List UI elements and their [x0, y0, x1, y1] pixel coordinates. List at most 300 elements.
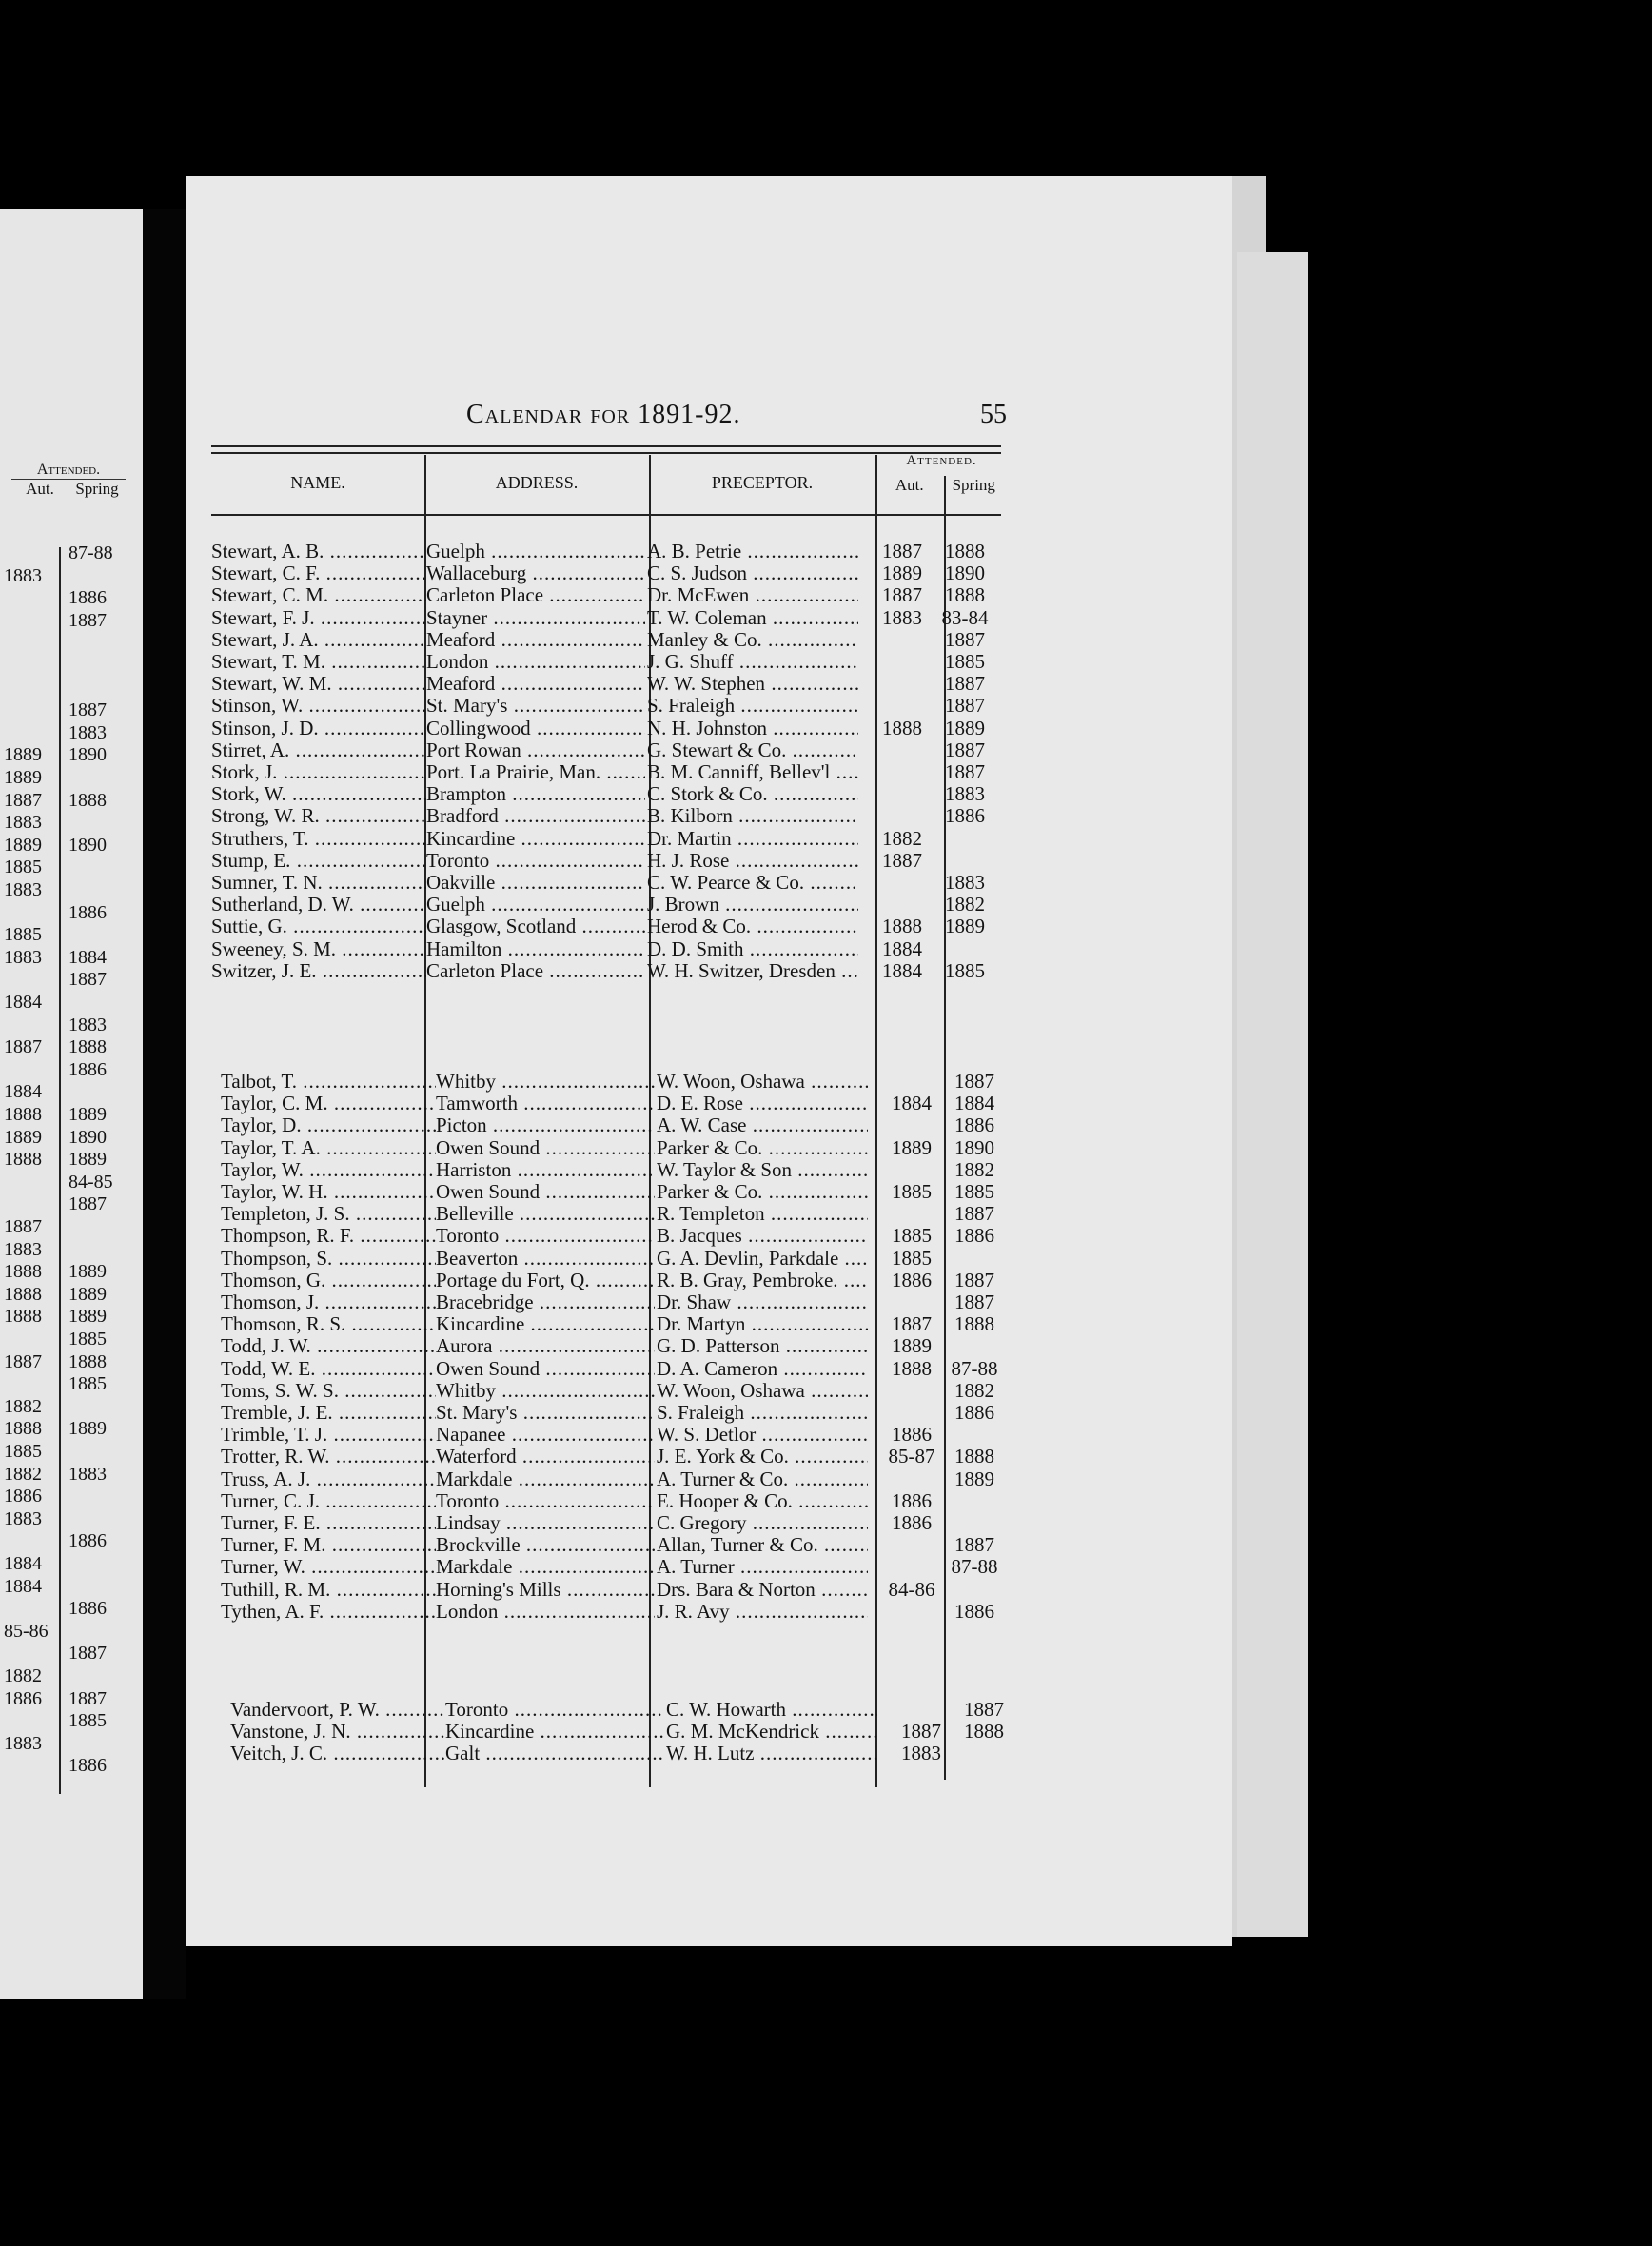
preceptor-cell: Dr. Martin ..... [647, 828, 858, 850]
preceptor-cell: Dr. McEwen ..... [647, 584, 858, 606]
name-cell: Taylor, W. H. ..... [221, 1181, 436, 1203]
aut-cell: 1888 [892, 1357, 932, 1380]
left-spring-cell: 1885 [69, 1710, 107, 1732]
address-cell: Owen Sound ..... [436, 1137, 655, 1159]
preceptor-cell: G. A. Devlin, Parkdale ..... [657, 1248, 868, 1270]
address-cell: Owen Sound ..... [436, 1181, 655, 1203]
name-cell: Thompson, S. ..... [221, 1248, 436, 1270]
aut-cell: 1888 [882, 916, 922, 938]
preceptor-cell: S. Fraleigh ..... [647, 695, 858, 717]
spring-cell: 1887 [945, 673, 985, 696]
spring-cell: 1886 [954, 1114, 994, 1137]
spring-cell: 1889 [945, 916, 985, 938]
left-aut-cell: 1885 [4, 857, 42, 878]
address-cell: Whitby ..... [436, 1071, 655, 1093]
left-page-row [0, 1621, 128, 1642]
address-cell: Toronto ..... [436, 1490, 655, 1512]
left-aut-cell: 1889 [4, 1126, 42, 1148]
aut-cell: 1886 [892, 1512, 932, 1534]
left-spring-cell: 1887 [69, 1687, 107, 1709]
spring-cell: 1887 [945, 739, 985, 761]
preceptor-cell: Allan, Turner & Co. ..... [657, 1534, 868, 1556]
left-aut-cell: 1882 [4, 1463, 42, 1485]
address-cell: Portage du Fort, Q. ..... [436, 1270, 655, 1291]
name-cell: Vanstone, J. N. ..... [230, 1721, 445, 1743]
left-page-row [0, 1553, 128, 1574]
name-cell: Stewart, T. M. ..... [211, 651, 426, 673]
left-page-row [0, 1081, 128, 1102]
left-aut-cell: 1883 [4, 812, 42, 834]
header-rule [211, 445, 1001, 447]
spring-cell: 1887 [954, 1269, 994, 1291]
aut-cell: 84-86 [888, 1578, 935, 1601]
left-spring-cell: 1889 [69, 1261, 107, 1283]
left-page-row [0, 1396, 128, 1417]
aut-cell: 1887 [882, 584, 922, 607]
name-cell: Templeton, J. S. ..... [221, 1203, 436, 1225]
left-aut-cell: 1884 [4, 1081, 42, 1103]
preceptor-cell: A. W. Case ..... [657, 1114, 868, 1136]
page-title: Calendar for 1891-92. [466, 400, 741, 429]
left-spring-cell: 1888 [69, 789, 107, 811]
left-spring-cell: 1887 [69, 1643, 107, 1665]
left-page-row [0, 1486, 128, 1507]
name-cell: Vandervoort, P. W. ..... [230, 1699, 445, 1721]
address-cell: Markdale ..... [436, 1468, 655, 1490]
left-aut-cell: 1889 [4, 834, 42, 856]
left-spring-cell: 1890 [69, 1126, 107, 1148]
left-spring-cell: 1886 [69, 1755, 107, 1777]
aut-cell: 1884 [882, 937, 922, 960]
name-cell: Veitch, J. C. ..... [230, 1743, 445, 1764]
left-spring-cell: 1887 [69, 609, 107, 631]
address-cell: Harriston ..... [436, 1159, 655, 1181]
left-aut-cell: 1888 [4, 1261, 42, 1283]
left-page-row [0, 542, 128, 563]
left-page-row [0, 699, 128, 720]
left-page-row [0, 879, 128, 900]
left-spring-cell: 1889 [69, 1418, 107, 1440]
address-cell: Belleville ..... [436, 1203, 655, 1225]
address-cell: Wallaceburg ..... [426, 562, 645, 584]
left-column-rule [59, 547, 61, 1794]
left-spring-cell: 1887 [69, 969, 107, 991]
address-cell: Waterford ..... [436, 1446, 655, 1468]
name-cell: Stork, J. ..... [211, 761, 426, 783]
left-aut-cell: 1882 [4, 1395, 42, 1417]
name-cell: Stewart, C. M. ..... [211, 584, 426, 606]
left-page-row [0, 1329, 128, 1350]
spring-cell: 1890 [945, 562, 985, 585]
left-page-row [0, 1239, 128, 1260]
left-aut-cell: 1884 [4, 1575, 42, 1597]
preceptor-cell: Dr. Shaw ..... [657, 1291, 868, 1313]
page-number: 55 [980, 400, 1007, 429]
address-cell: Whitby ..... [436, 1380, 655, 1402]
address-cell: Brockville ..... [436, 1534, 655, 1556]
preceptor-cell: W. Taylor & Son ..... [657, 1159, 868, 1181]
name-cell: Todd, W. E. ..... [221, 1358, 436, 1380]
left-spring-cell: 1883 [69, 721, 107, 743]
left-page-row [0, 565, 128, 586]
preceptor-cell: Parker & Co. ..... [657, 1181, 868, 1203]
left-page-row [0, 1261, 128, 1282]
left-aut-cell: 1887 [4, 1216, 42, 1237]
address-cell: Guelph ..... [426, 894, 645, 916]
left-page-row [0, 790, 128, 811]
spring-cell: 1883 [945, 783, 985, 806]
page [186, 176, 1232, 1946]
name-cell: Thomson, R. S. ..... [221, 1313, 436, 1335]
address-cell: London ..... [436, 1601, 655, 1623]
address-cell: Brampton ..... [426, 783, 645, 805]
address-cell: Toronto ..... [436, 1225, 655, 1247]
name-cell: Toms, S. W. S. ..... [221, 1380, 436, 1402]
left-aut-cell: 1883 [4, 879, 42, 900]
left-aut-cell: 1885 [4, 1441, 42, 1462]
left-aut-cell: 1883 [4, 564, 42, 586]
address-cell: Meaford ..... [426, 629, 645, 651]
preceptor-cell: W. H. Switzer, Dresden ..... [647, 960, 858, 982]
name-cell: Turner, C. J. ..... [221, 1490, 436, 1512]
name-cell: Stewart, W. M. ..... [211, 673, 426, 695]
name-cell: Thompson, R. F. ..... [221, 1225, 436, 1247]
aut-cell: 1883 [901, 1743, 941, 1765]
preceptor-cell: W. Woon, Oshawa ..... [657, 1071, 868, 1093]
left-page-row [0, 1036, 128, 1057]
left-page-row [0, 812, 128, 833]
name-cell: Stork, W. ..... [211, 783, 426, 805]
left-aut-cell: 1887 [4, 789, 42, 811]
name-cell: Truss, A. J. ..... [221, 1468, 436, 1490]
left-spring-cell: 1889 [69, 1306, 107, 1328]
left-aut-cell: 1883 [4, 1732, 42, 1754]
aut-cell: 1889 [882, 562, 922, 585]
name-cell: Tremble, J. E. ..... [221, 1402, 436, 1424]
aut-cell: 1887 [901, 1721, 941, 1744]
left-page-row [0, 1643, 128, 1664]
name-cell: Taylor, T. A. ..... [221, 1137, 436, 1159]
left-page-row [0, 1015, 128, 1035]
preceptor-cell: A. Turner ..... [657, 1556, 868, 1578]
spring-cell: 87-88 [951, 1357, 998, 1380]
address-cell: Oakville ..... [426, 872, 645, 894]
spring-cell: 1887 [954, 1291, 994, 1313]
left-page-row [0, 1441, 128, 1462]
name-cell: Stewart, A. B. ..... [211, 541, 426, 562]
aut-cell: 1884 [882, 959, 922, 982]
preceptor-cell: T. W. Coleman ..... [647, 607, 858, 629]
left-page-row [0, 722, 128, 743]
address-cell: Port. La Prairie, Man. ..... [426, 761, 645, 783]
preceptor-cell: Parker & Co. ..... [657, 1137, 868, 1159]
name-cell: Stewart, C. F. ..... [211, 562, 426, 584]
name-cell: Stinson, W. ..... [211, 695, 426, 717]
left-spring-cell: 1887 [69, 1193, 107, 1215]
preceptor-cell: B. Jacques ..... [657, 1225, 868, 1247]
left-page-row [0, 1306, 128, 1327]
name-cell: Turner, W. ..... [221, 1556, 436, 1578]
aut-cell: 1887 [892, 1313, 932, 1336]
aut-cell: 1886 [892, 1269, 932, 1291]
left-page-row [0, 1576, 128, 1597]
preceptor-cell: C. W. Howarth ..... [666, 1699, 877, 1721]
aut-cell: 1889 [892, 1136, 932, 1159]
preceptor-cell: A. Turner & Co. ..... [657, 1468, 868, 1490]
spring-cell: 1888 [964, 1721, 1004, 1744]
aut-cell: 85-87 [888, 1446, 935, 1468]
left-attended-header: Attended. [11, 462, 126, 480]
name-cell: Todd, J. W. ..... [221, 1335, 436, 1357]
left-page-row [0, 857, 128, 877]
left-aut-cell: 1886 [4, 1486, 42, 1507]
left-spring-header: Spring [75, 480, 119, 498]
left-page-row [0, 610, 128, 631]
address-cell: Napanee ..... [436, 1424, 655, 1446]
preceptor-cell: D. D. Smith ..... [647, 938, 858, 960]
name-cell: Turner, F. E. ..... [221, 1512, 436, 1534]
address-cell: Toronto ..... [445, 1699, 664, 1721]
address-cell: St. Mary's ..... [436, 1402, 655, 1424]
preceptor-cell: C. W. Pearce & Co. ..... [647, 872, 858, 894]
address-cell: Lindsay ..... [436, 1512, 655, 1534]
name-cell: Stinson, J. D. ..... [211, 718, 426, 739]
spring-cell: 1888 [954, 1446, 994, 1468]
preceptor-cell: C. S. Judson ..... [647, 562, 858, 584]
spring-cell: 87-88 [951, 1556, 998, 1579]
left-page-row [0, 1216, 128, 1237]
left-page-row [0, 1508, 128, 1529]
left-page-row [0, 1530, 128, 1551]
attended-column-header: Attended. [906, 453, 977, 468]
address-cell: London ..... [426, 651, 645, 673]
left-spring-cell: 87-88 [69, 542, 113, 563]
spring-cell: 1890 [954, 1136, 994, 1159]
left-page-row [0, 1418, 128, 1439]
name-cell: Trotter, R. W. ..... [221, 1446, 436, 1468]
spring-cell: 1882 [954, 1379, 994, 1402]
left-spring-cell: 1886 [69, 1530, 107, 1552]
left-spring-cell: 1889 [69, 1283, 107, 1305]
address-cell: Galt ..... [445, 1743, 664, 1764]
preceptor-cell: C. Stork & Co. ..... [647, 783, 858, 805]
spring-cell: 1887 [964, 1699, 1004, 1721]
left-page-row [0, 655, 128, 676]
name-cell: Taylor, C. M. ..... [221, 1093, 436, 1114]
name-cell: Tuthill, R. M. ..... [221, 1579, 436, 1601]
left-spring-cell: 1886 [69, 1598, 107, 1620]
spring-cell: 1884 [954, 1093, 994, 1115]
left-page-row [0, 1059, 128, 1080]
preceptor-cell: Manley & Co. ..... [647, 629, 858, 651]
aut-cell: 1885 [892, 1247, 932, 1270]
spring-cell: 1889 [945, 717, 985, 739]
name-cell: Taylor, W. ..... [221, 1159, 436, 1181]
spring-cell: 1887 [945, 628, 985, 651]
left-page-row [0, 1710, 128, 1731]
spring-cell: 1888 [945, 584, 985, 607]
left-aut-cell: 1883 [4, 1507, 42, 1529]
name-cell: Tythen, A. F. ..... [221, 1601, 436, 1623]
name-cell: Talbot, T. ..... [221, 1071, 436, 1093]
left-page-row [0, 587, 128, 608]
left-aut-cell: 1887 [4, 1350, 42, 1372]
spring-cell: 1888 [954, 1313, 994, 1336]
left-page-row [0, 1127, 128, 1148]
spring-cell: 1886 [945, 805, 985, 828]
address-cell: Meaford ..... [426, 673, 645, 695]
preceptor-cell: B. Kilborn ..... [647, 805, 858, 827]
name-cell: Strong, W. R. ..... [211, 805, 426, 827]
left-spring-cell: 1885 [69, 1373, 107, 1395]
aut-cell: 1886 [892, 1489, 932, 1512]
left-spring-cell: 84-85 [69, 1171, 113, 1192]
name-cell: Taylor, D. ..... [221, 1114, 436, 1136]
left-spring-cell: 1889 [69, 1104, 107, 1125]
address-cell: Horning's Mills ..... [436, 1579, 655, 1601]
spring-cell: 1883 [945, 872, 985, 894]
left-aut-cell: 1883 [4, 1238, 42, 1260]
name-cell: Struthers, T. ..... [211, 828, 426, 850]
left-page-row [0, 835, 128, 856]
left-page-row [0, 947, 128, 968]
address-cell: Bracebridge ..... [436, 1291, 655, 1313]
preceptor-cell: W. H. Lutz ..... [666, 1743, 877, 1764]
preceptor-cell: W. Woon, Oshawa ..... [657, 1380, 868, 1402]
left-spring-cell: 1887 [69, 699, 107, 721]
left-aut-cell: 1883 [4, 946, 42, 968]
aut-cell: 1887 [882, 849, 922, 872]
left-page-row [0, 924, 128, 945]
left-page-row [0, 1464, 128, 1485]
preceptor-cell: G. Stewart & Co. ..... [647, 739, 858, 761]
preceptor-cell: A. B. Petrie ..... [647, 541, 858, 562]
left-page-row [0, 1351, 128, 1372]
left-page-row [0, 1688, 128, 1709]
address-column-header: ADDRESS. [495, 472, 579, 492]
left-aut-cell: 1884 [4, 992, 42, 1013]
left-spring-cell: 1890 [69, 834, 107, 856]
preceptor-cell: N. H. Johnston ..... [647, 718, 858, 739]
spring-cell: 1887 [954, 1071, 994, 1093]
address-cell: Carleton Place ..... [426, 584, 645, 606]
name-cell: Stewart, F. J. ..... [211, 607, 426, 629]
aut-cell: 1885 [892, 1181, 932, 1203]
address-cell: Tamworth ..... [436, 1093, 655, 1114]
left-spring-cell: 1886 [69, 901, 107, 923]
preceptor-cell: G. M. McKendrick ..... [666, 1721, 877, 1743]
preceptor-cell: C. Gregory ..... [657, 1512, 868, 1534]
left-aut-cell: 1889 [4, 767, 42, 788]
left-spring-cell: 1884 [69, 946, 107, 968]
left-aut-cell: 85-86 [4, 1620, 49, 1642]
aut-column-header: Aut. [895, 476, 924, 494]
name-column-header: NAME. [290, 472, 345, 492]
address-cell: Port Rowan ..... [426, 739, 645, 761]
preceptor-cell: W. W. Stephen ..... [647, 673, 858, 695]
preceptor-cell: Herod & Co. ..... [647, 916, 858, 937]
left-page-row [0, 1104, 128, 1125]
left-page-row [0, 678, 128, 699]
spring-cell: 1886 [954, 1402, 994, 1424]
spring-cell: 1886 [954, 1225, 994, 1248]
left-spring-cell: 1885 [69, 1329, 107, 1350]
preceptor-cell: E. Hooper & Co. ..... [657, 1490, 868, 1512]
spring-cell: 1885 [954, 1181, 994, 1203]
aut-cell: 1885 [892, 1225, 932, 1248]
address-cell: Kincardine ..... [436, 1313, 655, 1335]
preceptor-cell: J. R. Avy ..... [657, 1601, 868, 1623]
preceptor-cell: S. Fraleigh ..... [657, 1402, 868, 1424]
preceptor-cell: J. Brown ..... [647, 894, 858, 916]
name-cell: Suttie, G. ..... [211, 916, 426, 937]
left-page-row [0, 902, 128, 923]
spring-column-header: Spring [952, 476, 995, 494]
preceptor-cell: J. E. York & Co. ..... [657, 1446, 868, 1468]
left-aut-cell: 1888 [4, 1283, 42, 1305]
aut-cell: 1887 [882, 541, 922, 562]
left-page-row [0, 1665, 128, 1686]
address-cell: Kincardine ..... [426, 828, 645, 850]
preceptor-cell: H. J. Rose ..... [647, 850, 858, 872]
preceptor-column-header: PRECEPTOR. [711, 472, 814, 492]
preceptor-cell: Drs. Bara & Norton ..... [657, 1579, 868, 1601]
left-aut-cell: 1888 [4, 1149, 42, 1171]
spring-cell: 1882 [954, 1158, 994, 1181]
address-cell: Beaverton ..... [436, 1248, 655, 1270]
address-cell: Owen Sound ..... [436, 1358, 655, 1380]
address-cell: Bradford ..... [426, 805, 645, 827]
left-aut-cell: 1888 [4, 1306, 42, 1328]
name-cell: Trimble, T. J. ..... [221, 1424, 436, 1446]
left-page-header [11, 462, 126, 499]
spring-cell: 1886 [954, 1600, 994, 1623]
left-spring-cell: 1890 [69, 744, 107, 766]
left-aut-cell: 1889 [4, 744, 42, 766]
address-cell: Picton ..... [436, 1114, 655, 1136]
spring-cell: 1885 [945, 959, 985, 982]
spring-cell: 1887 [945, 695, 985, 718]
left-page-row [0, 1755, 128, 1776]
aut-cell: 1888 [882, 717, 922, 739]
left-aut-cell: 1882 [4, 1665, 42, 1686]
left-page-row [0, 1733, 128, 1754]
left-page-row [0, 1172, 128, 1192]
left-spring-cell: 1886 [69, 1058, 107, 1080]
spring-cell: 1889 [954, 1468, 994, 1490]
spring-cell: 1887 [954, 1534, 994, 1557]
aut-cell: 1886 [892, 1424, 932, 1447]
left-spring-cell: 1889 [69, 1149, 107, 1171]
name-cell: Stirret, A. ..... [211, 739, 426, 761]
page-notch [1342, 1133, 1399, 1209]
aut-cell: 1883 [882, 606, 922, 629]
left-aut-cell: 1884 [4, 1553, 42, 1574]
column-header-rule [211, 514, 1001, 516]
name-cell: Thomson, G. ..... [221, 1270, 436, 1291]
spring-cell: 1882 [945, 894, 985, 916]
left-page-row [0, 1149, 128, 1170]
address-cell: St. Mary's ..... [426, 695, 645, 717]
spring-cell: 1887 [954, 1203, 994, 1226]
left-spring-cell: 1888 [69, 1350, 107, 1372]
address-cell: Guelph ..... [426, 541, 645, 562]
left-aut-cell: 1888 [4, 1418, 42, 1440]
name-cell: Sumner, T. N. ..... [211, 872, 426, 894]
address-cell: Kincardine ..... [445, 1721, 664, 1743]
aut-cell: 1889 [892, 1335, 932, 1358]
preceptor-cell: W. S. Detlor ..... [657, 1424, 868, 1446]
